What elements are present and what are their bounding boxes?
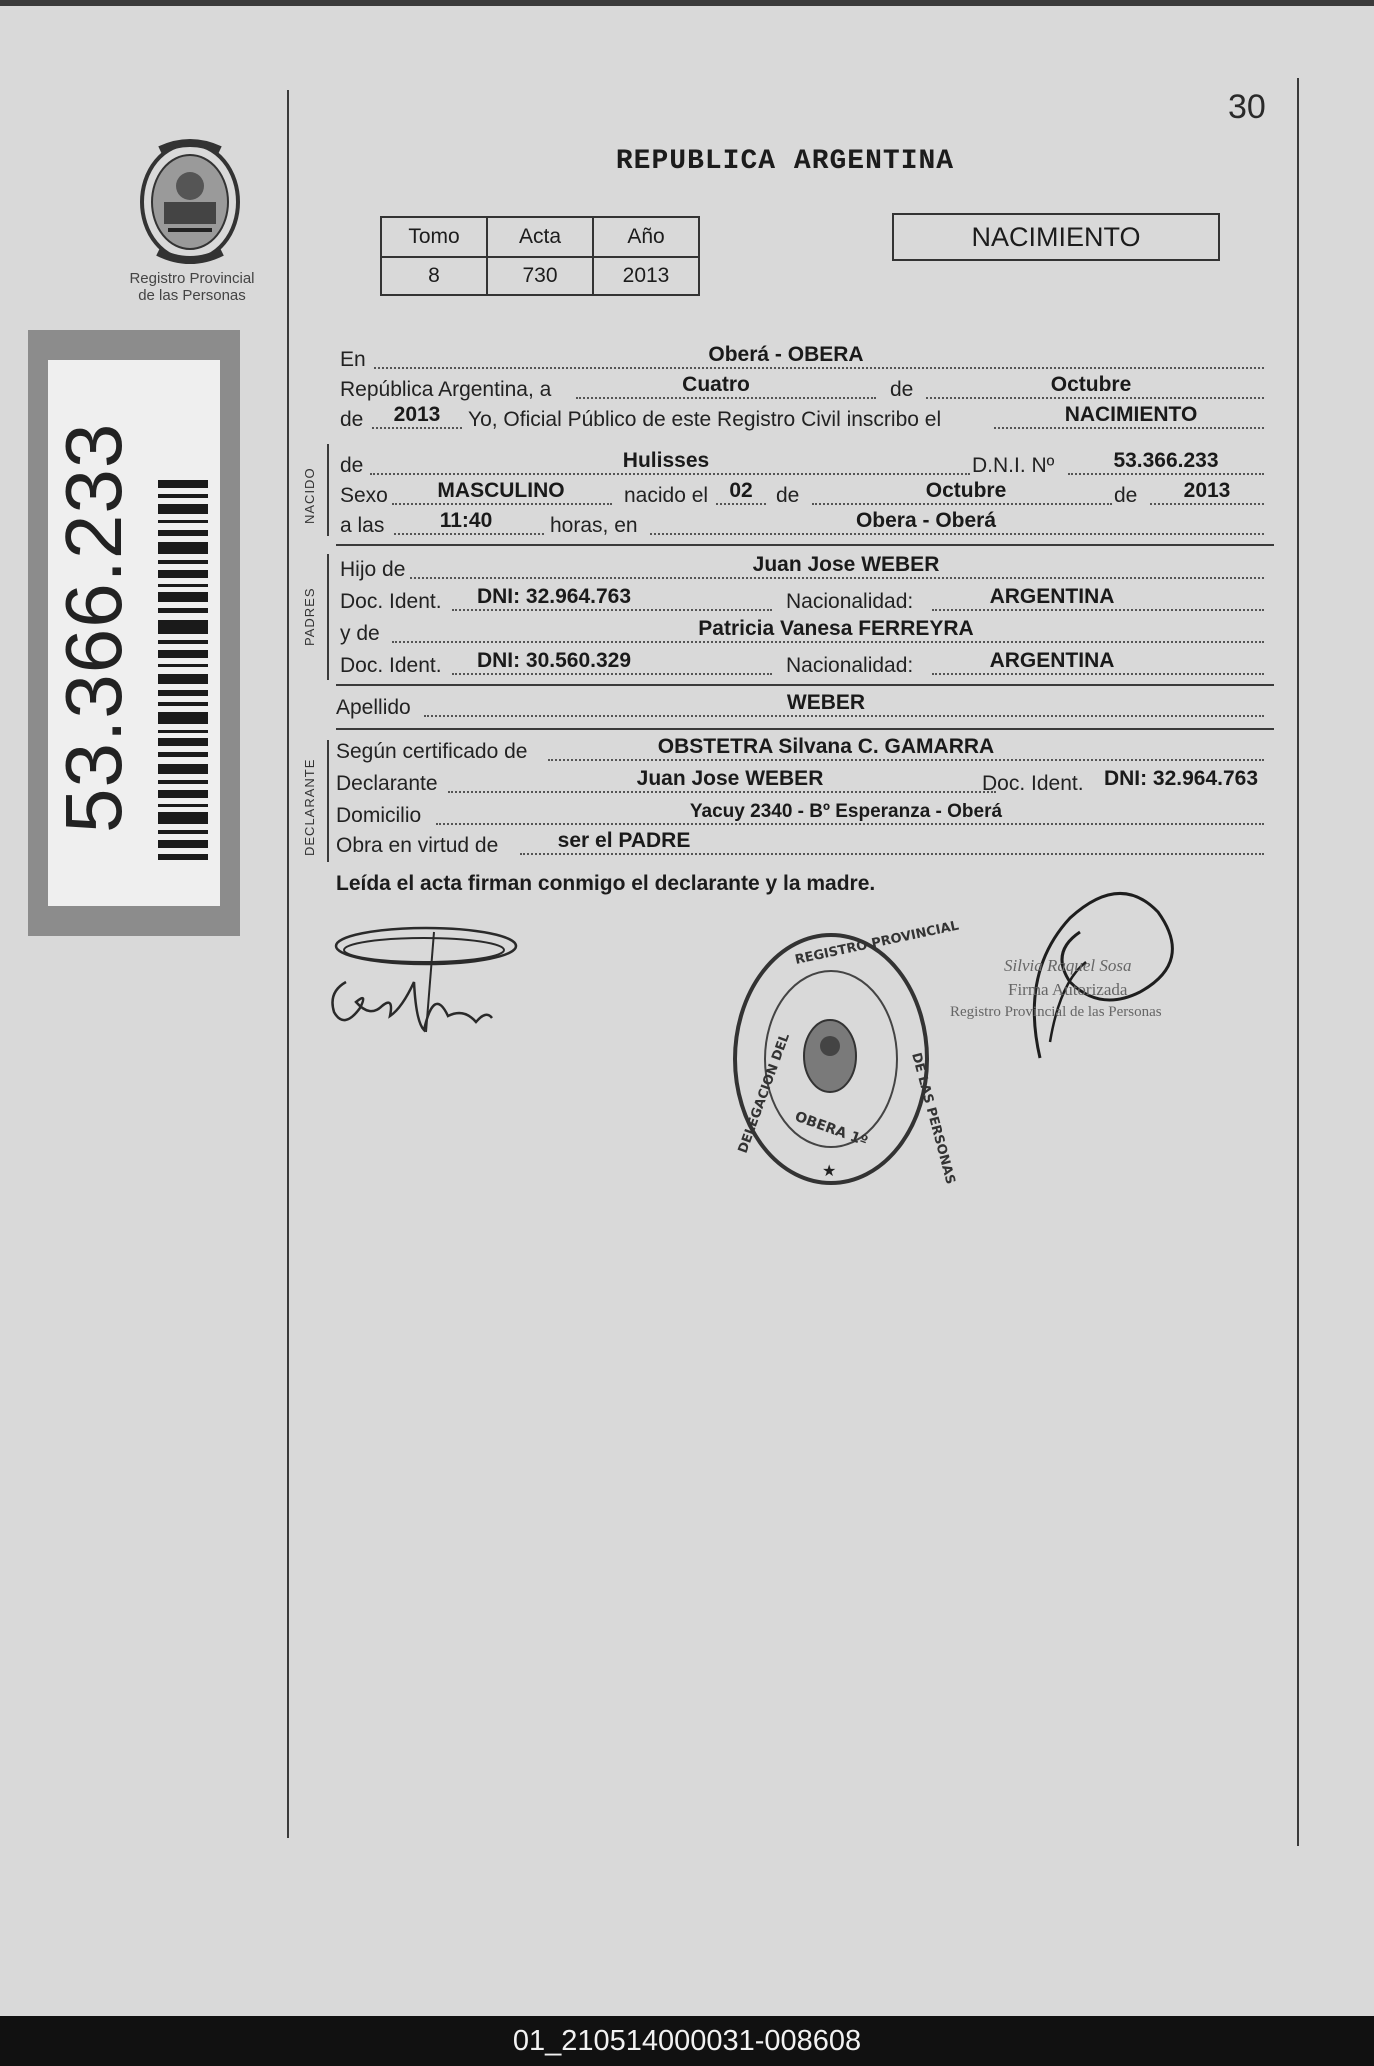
declarante-value: Juan Jose WEBER <box>636 767 824 790</box>
row-declarante <box>336 768 1272 798</box>
official-name: Silvia Raquel Sosa <box>1004 956 1132 975</box>
official-role: Firma Autorizada <box>1008 980 1128 999</box>
declarante-label: Declarante <box>336 772 438 795</box>
declarante-signature-icon <box>316 912 516 1052</box>
anio-header: Año <box>593 217 699 257</box>
dotted-line <box>812 503 1112 505</box>
horas-en-label: horas, en <box>550 514 638 537</box>
declarante-doc-label: Doc. Ident. <box>982 772 1084 795</box>
padres-section-label: PADRES <box>302 587 317 646</box>
dotted-line <box>520 853 1264 855</box>
padres-section-bar <box>327 554 329 680</box>
nacido-de-label-3: de <box>1114 484 1138 507</box>
svg-text:★: ★ <box>822 1163 837 1180</box>
row-apellido <box>336 692 1272 722</box>
divider-padres <box>336 684 1274 686</box>
dotted-line <box>392 641 1264 643</box>
provincia-misiones-emblem-icon <box>138 140 242 264</box>
dotted-line <box>436 823 1264 825</box>
sexo-label: Sexo <box>340 484 388 507</box>
registro-provincial-caption <box>112 270 272 304</box>
nombre-value: Hulisses <box>622 449 710 472</box>
y-de-label: y de <box>340 622 380 645</box>
dotted-line <box>1150 503 1264 505</box>
en-value: Oberá - OBERA <box>708 343 864 366</box>
dotted-line <box>370 473 970 475</box>
madre-value: Patricia Vanesa FERREYRA <box>698 617 974 640</box>
en-label: En <box>340 348 366 371</box>
svg-text:REGISTRO PROVINCIAL: REGISTRO PROVINCIAL <box>793 918 961 968</box>
madre-nacionalidad-label: Nacionalidad: <box>786 654 914 677</box>
svg-text:OBERA 1º: OBERA 1º <box>792 1108 870 1150</box>
obra-label: Obra en virtud de <box>336 834 499 857</box>
nacido-section-bar <box>327 444 329 536</box>
certificate-page <box>0 6 1374 2016</box>
page-number: 30 <box>1228 88 1266 126</box>
row-nombre <box>336 450 1272 480</box>
madre-doc-value: DNI: 30.560.329 <box>476 649 632 672</box>
dotted-line <box>452 609 772 611</box>
declarante-section-label: DECLARANTE <box>302 758 317 856</box>
de2-label: de <box>340 408 364 431</box>
dotted-line <box>392 503 612 505</box>
certificado-value: OBSTETRA Silvana C. GAMARRA <box>657 735 995 758</box>
left-margin-line <box>287 90 289 1838</box>
obra-value: ser el PADRE <box>557 829 691 852</box>
nacido-de-label: de <box>340 454 364 477</box>
row-inscribo <box>336 404 1272 434</box>
divider-nacido <box>336 544 1274 546</box>
scan-id-footer: 01_210514000031-008608 <box>0 2016 1374 2066</box>
right-margin-line <box>1297 78 1299 1846</box>
declarante-section-bar <box>327 740 329 862</box>
dotted-line <box>576 397 876 399</box>
dia-value: Cuatro <box>682 373 750 396</box>
row-padre-doc <box>336 586 1272 616</box>
registro-line-1: Registro Provincial <box>129 270 255 287</box>
anio-value: 2013 <box>593 257 699 295</box>
dotted-line <box>650 533 1264 535</box>
dni-value: 53.366.233 <box>1113 449 1219 472</box>
tomo-value: 8 <box>381 257 487 295</box>
dotted-line <box>424 715 1264 717</box>
inscribo-value: NACIMIENTO <box>1064 403 1198 426</box>
dotted-line <box>372 427 462 429</box>
dotted-line <box>932 609 1264 611</box>
dotted-line <box>410 577 1264 579</box>
inscribo-label: Yo, Oficial Público de este Registro Civil inscribo el <box>468 408 942 431</box>
padre-nacionalidad-label: Nacionalidad: <box>786 590 914 613</box>
official-office: Registro Provincial de las Personas <box>950 1004 1162 1020</box>
dotted-line <box>716 503 766 505</box>
de-label: de <box>890 378 914 401</box>
dotted-line <box>1068 473 1264 475</box>
nacimiento-dia-value: 02 <box>729 479 753 502</box>
hora-value: 11:40 <box>439 509 493 532</box>
document-type-box: NACIMIENTO <box>892 213 1220 261</box>
row-certificado <box>336 736 1272 766</box>
madre-doc-label: Doc. Ident. <box>340 654 442 677</box>
registro-line-2: de las Personas <box>138 287 246 304</box>
tomo-acta-anio-table <box>380 216 700 296</box>
acta-header: Acta <box>487 217 593 257</box>
nacimiento-anio-value: 2013 <box>1183 479 1231 502</box>
barcode-bars-icon <box>158 480 208 860</box>
dotted-line <box>932 673 1264 675</box>
closing-statement: Leída el acta firman conmigo el declarante y la madre. <box>336 872 876 895</box>
anio-value-intro: 2013 <box>393 403 441 426</box>
sexo-value: MASCULINO <box>437 479 565 502</box>
nacido-de-label-2: de <box>776 484 800 507</box>
tomo-header: Tomo <box>381 217 487 257</box>
svg-text:DE LAS PERSONAS: DE LAS PERSONAS <box>908 1051 958 1186</box>
row-madre-doc <box>336 650 1272 680</box>
dotted-line <box>448 791 996 793</box>
domicilio-label: Domicilio <box>336 804 422 827</box>
dotted-line <box>394 533 544 535</box>
official-signature-block <box>950 872 1220 1072</box>
divider-apellido <box>336 728 1274 730</box>
dotted-line <box>926 397 1264 399</box>
mes-value: Octubre <box>1050 373 1132 396</box>
barcode-number: 53.366.233 <box>49 422 138 833</box>
row-y-de <box>336 618 1272 648</box>
dotted-line <box>994 427 1264 429</box>
registro-provincial-seal-icon <box>726 918 961 1194</box>
padre-doc-label: Doc. Ident. <box>340 590 442 613</box>
dotted-line <box>452 673 772 675</box>
apellido-value: WEBER <box>786 691 866 714</box>
barcode-sticker-inner <box>48 360 220 906</box>
nacido-el-label: nacido el <box>624 484 709 507</box>
padre-nacionalidad-value: ARGENTINA <box>989 585 1115 608</box>
row-republica <box>336 374 1272 404</box>
nacido-section-label: NACIDO <box>302 467 317 524</box>
certificado-label: Según certificado de <box>336 740 528 763</box>
padre-doc-value: DNI: 32.964.763 <box>476 585 632 608</box>
row-hora <box>336 510 1272 540</box>
dni-label: D.N.I. Nº <box>972 454 1055 477</box>
domicilio-value: Yacuy 2340 - Bº Esperanza - Oberá <box>689 801 1003 822</box>
row-hijo-de <box>336 554 1272 584</box>
a-las-label: a las <box>340 514 385 537</box>
republica-label: República Argentina, a <box>340 378 552 401</box>
apellido-label: Apellido <box>336 696 411 719</box>
document-title: REPUBLICA ARGENTINA <box>615 146 955 177</box>
padre-value: Juan Jose WEBER <box>752 553 940 576</box>
row-en <box>336 344 1272 374</box>
madre-nacionalidad-value: ARGENTINA <box>989 649 1115 672</box>
row-sexo <box>336 480 1272 510</box>
acta-value: 730 <box>487 257 593 295</box>
svg-text:DELEGACION DEL: DELEGACION DEL <box>735 1031 793 1156</box>
barcode-sticker <box>28 330 240 936</box>
nacimiento-mes-value: Octubre <box>925 479 1007 502</box>
dotted-line <box>548 759 1264 761</box>
lugar-value: Obera - Oberá <box>855 509 997 532</box>
dotted-line <box>374 367 1264 369</box>
hijo-de-label: Hijo de <box>340 558 406 581</box>
row-obra <box>336 830 1272 860</box>
row-domicilio <box>336 800 1272 830</box>
declarante-doc-value: DNI: 32.964.763 <box>1103 767 1259 790</box>
